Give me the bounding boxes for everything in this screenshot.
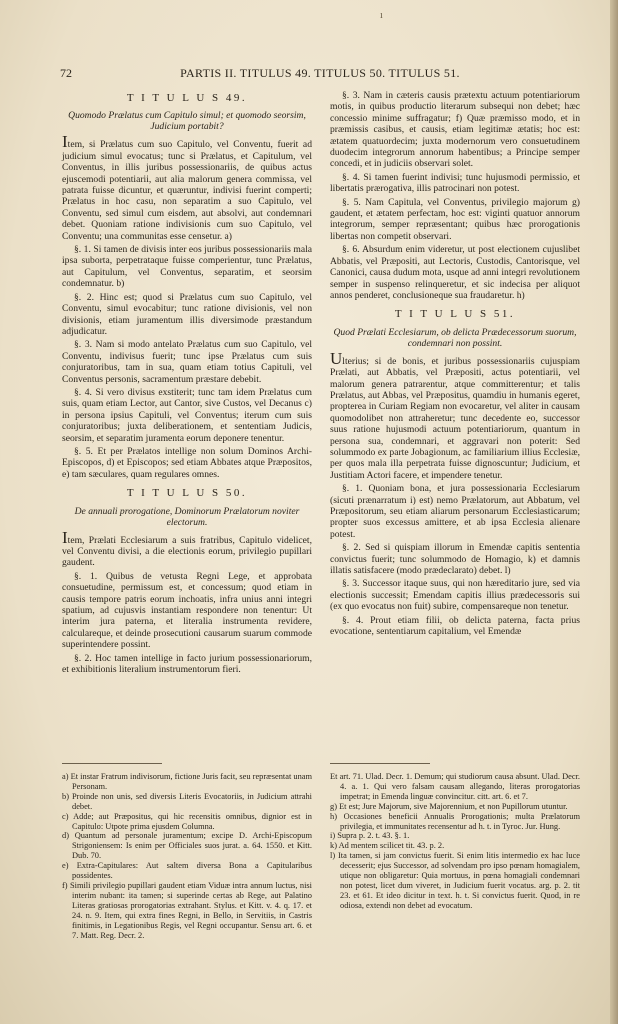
page-edge-shadow (610, 0, 618, 1024)
footnote: e) Extra-Capitulares: Aut saltem diversa Bona a Capitularibus possidentes. (62, 861, 312, 881)
fold-mark: ı (380, 10, 383, 21)
footnote: d) Quantum ad personale juramentum; excipe D. Archi-Episcopum Strigoniensem: Is enim per Officiales suos jurat. a. 64. 1550. et Kitt. Dub. 70. (62, 831, 312, 861)
titulus-49-section-3: §. 3. Nam si modo antelato Prælatus cum suo Capitulo, vel Conventu, indivisus fuerit; tunc ipse Prælatus cum suis conjuratoribus, tam in sua, quam etiam totius Capituli, vel Conventus personis, sacramentum præstare debebit. (62, 339, 312, 385)
titulus-51-subtitle: Quod Prælati Ecclesiarum, ob delicta Prædecessorum suorum, condemnari non possint. (333, 326, 577, 349)
titulus-50-intro (62, 527, 312, 569)
drop-cap: I (62, 527, 68, 547)
titulus-50-section-3: §. 3. Nam in cæteris causis prætextu actuum potentiariorum motis, in quibus productio literarum subsequi non debet; hæc concessio minime suffragatur; f) Quæ præmisso modo, et in præmissis casibus, et causis, etiam legitimæ ætatis; hoc est: ætatem quatuordecim; juxta modernorum vero consuetudinem duodecim integrorum annorum habentibus; a Principe semper concedi, et in judiciis observari solet. (330, 90, 580, 170)
titulus-51-intro (330, 348, 580, 481)
titulus-49-section-2: §. 2. Hinc est; quod si Prælatus cum suo Capitulo, vel Conventu, simul evocabitur; tunc ratione divisionis, vel non divisionis, etiam juramentum illis diversimode præstandum adjudicatur. (62, 291, 312, 337)
titulus-51-section-4: §. 4. Prout etiam filii, ob delicta paterna, facta prius evocatione, sententiarum capitalium, vel Emendæ (330, 614, 580, 638)
drop-cap: U (330, 348, 343, 368)
footnote: g) Et est; Jure Majorum, sive Majorennium, et non Pupillorum utuntur. (330, 801, 568, 811)
titulus-49-section-1: §. 1. Si tamen de divisis inter eos juribus possessionariis mala ipsa suborta, perpetrataque fuisse comperientur, tunc Prælatus, aut Capitulum, vel Conventus, separatim, et seorsim condemnatur. b) (62, 244, 312, 290)
titulus-50-section-1: §. 1. Quibus de vetusta Regni Lege, et approbata consuetudine, permissum est, et concessum; quod etiam in causis tempore patris eorum inchoatis, infra unius anni integri spatium, ad cujusvis instantiam respondere non tenentur: Ut interim jura paterna, et literalia instrumenta revidere, calculareque, et deinde prosecutioni causarum suarum commode superintendere possint. (62, 570, 312, 651)
page-header (60, 66, 580, 80)
titulus-50-subtitle: De annuali prorogatione, Dominorum Prælatorum noviter electorum. (74, 505, 300, 528)
titulus-49-heading: T I T U L U S 49. (126, 92, 248, 104)
titulus-49-subtitle: Quomodo Prælatus cum Capitulo simul; et quomodo seorsim, Judicium portabit? (68, 110, 306, 133)
footnote: l) Ita tamen, si jam convictus fuerit. Si enim litis intermedio ex hac luce decesserit; ejus Successor, ad solvendam pro ipso pœnam homagialem, utique non obligaretur: Quia mortuus, in pœna homagiali condemnari non potest, licet dum viveret, in Judicium fuerit vocatus. arg. p. 2. tit 23. et 61. Et ideo dicitur in text. h. t. Si convictus fuerit. Quod, in re odiosa, extendi non debet ad evocatum. (330, 851, 580, 910)
paragraph-text: tem, si Prælatus cum suo Capitulo, vel Conventu, fuerit ad judicium simul evocatus; tunc si Prælatus, et Capitulum, vel Conventus, in illis juribus possessionariis, de quibus actus ejuscemodi potentiarii, aut alia malorum genera commissa, vel patrata fuisse dicuntur, et quæruntur, indivisi fuerint comperti; Prælatus in hoc casu, non separatim a suo Capitulo, vel Conventu, sed simul cum eisdem, aut absolvi, aut condemnari debet. Quoniam ratione indivisionis cum suo Capitulo, vel Conventu; una communitas esse censetur. a) (62, 139, 312, 242)
titulus-49-intro (62, 132, 312, 242)
titulus-51-heading: T I T U L U S 51. (394, 308, 516, 321)
titulus-51-section-1: §. 1. Quoniam bona, et jura possessionaria Ecclesiarum (sicuti prænarratum i) est) nemo Prælatorum, aut Abbatum, vel Præpositorum, seu etiam aliarum personarum Ecclesiasticarum; propter suos excessus amittere, et ab ipsa Ecclesia alienare potest. (330, 483, 580, 540)
footnote: Et art. 71. Ulad. Decr. 1. Demum; qui studiorum causa absunt. Ulad. Decr. 4. a. 1. Qui vero falsam causam allegando, literas prorogatorias impetrat; in Emenda linguæ convincitur. citt. art. 6. et 7. (330, 772, 580, 801)
drop-cap: I (62, 132, 68, 152)
titulus-51-section-2: §. 2. Sed si quispiam illorum in Emendæ capitis sententia convictus fuerit; tunc solummodo de Homagio, k) et damnis illatis satisfacere (modo prædeclarato) debet. l) (330, 542, 580, 577)
footnotes-left (62, 772, 312, 940)
footnote: a) Et instar Fratrum indivisorum, fictione Juris facit, seu repræsentat unam Personam. (62, 772, 312, 791)
footnote-divider (330, 763, 430, 764)
footnotes-right (330, 772, 580, 911)
running-head: PARTIS II. TITULUS 49. TITULUS 50. TITULUS 51. (180, 66, 460, 80)
paragraph-text: tem, Prælati Ecclesiarum a suis fratribus, Capitulo videlicet, vel Conventu divisi, a die electionis eorum, privilegio pupillari gaudent. (62, 534, 312, 569)
paragraph-text: lterius; si de bonis, et juribus possessionariis cujuspiam Prælati, aut Abbatis, vel Præpositi, actus potentiarii, vel malorum genera patrarentur, atque committerentur; et talis Prælatus, aut Abbas, vel Præpositus, quamdiu in humanis egeret, propterea in Curiam Regiam non evocaretur, vel aliter in causam quomodolibet non attraheretur; tunc decedente eo, successor suus ratione hujusmodi actuum potentiariorum, quantum in persona sua, condemnari, et aggravari non poterit: Sed solummodo ex parte Jobagionum, ac familiarium illius Ecclesiæ, per quos mala illa perpetrata fuisse dignoscuntur; Judicium, et Justitiam Actori facere, et impendere tenetur. (330, 355, 580, 481)
footnote: f) Simili privilegio pupillari gaudent etiam Viduæ intra annum luctus, nisi interim nubant: ita tamen; si superinde certas ab Rege, aut Palatino Literas gratiosas prorogatorias extrahant. Stylus. et Kitt. v. 4. q. 17. et 24. n. 9. Item, qui extra fines Regni, in Bello, in Servitiis, in Castris finitimis, in Legationibus Regis, vel Regni occupantur. Sensu art. 6. et 7. Matt. Reg. Decr. 2. (62, 880, 312, 940)
page-number: 72 (60, 66, 72, 80)
footnote-divider (62, 763, 162, 764)
titulus-50-section-2: §. 2. Hoc tamen intellige in facto jurium possessionariorum, et exhibitionis literalium instrumentorum fieri. (62, 652, 312, 676)
titulus-50-section-4: §. 4. Si tamen fuerint indivisi; tunc hujusmodi permissio, et libertatis prærogativa, illis patrocinari non potest. (330, 171, 580, 195)
footnote: k) Ad mentem scilicet tit. 43. p. 2. (330, 841, 445, 851)
titulus-49-section-5: §. 5. Et per Prælatos intellige non solum Dominos Archi-Episcopos, d) et Episcopos; sed etiam Abbates atque Præpositos, e) tam sæculares, quam regulares omnes. (62, 445, 312, 480)
titulus-50-section-6: §. 6. Absurdum enim videretur, ut post electionem cujuslibet Abbatis, vel Præpositi, aut Lectoris, Custodis, Cantorisque, vel Canonici, causa dudum mota, usque ad anni integri revolutionem semper in suspenso relinqueretur, et sic indecisa per aliquot annos penderet, conclusioneque sua fraudaretur. h) (330, 244, 580, 301)
titulus-49-section-4: §. 4. Si vero divisus exstiterit; tunc tam idem Prælatus cum suis, quam etiam Lector, aut Cantor, sive Custos, vel Decanus c) in persona ipsius Capituli, vel Conventus; iterum cum suis conjuratoribus; juxta deliberationem, et sententiam Judicis, seorsim, et separatim juramenta eorum deponere tenentur. (62, 386, 312, 444)
footnote: c) Adde; aut Præpositus, qui hic recensitis omnibus, dignior est in Capitulo: Utpote prima ejusdem Columna. (62, 811, 312, 831)
titulus-50-heading: T I T U L U S 50. (126, 487, 248, 500)
footnote: i) Supra p. 2. t. 43. §. 1. (330, 831, 410, 841)
footnote: b) Proinde non unis, sed diversis Literis Evocatoriis, in Judicium attrahi debet. (62, 791, 312, 811)
right-column (330, 90, 580, 639)
left-column (62, 90, 312, 677)
footnote: h) Occasiones beneficii Annualis Prorogationis; multa Prælatorum privilegia, et immunitates recensentur ad h. t. in Tyroc. Jur. Hung. (330, 811, 580, 831)
titulus-51-section-3: §. 3. Successor itaque suus, qui non hæreditario jure, sed via electionis successit; Emendam capitis illius prædecessoris sui (ex quo evocatus non fuit) subire, compensareque non tenetur. (330, 578, 580, 613)
titulus-50-section-5: §. 5. Nam Capitula, vel Conventus, privilegio majorum g) gaudent, et ætatem perfectam, hoc est: viginti quatuor annorum integrorum, semper repræsentant; quibus hæc prorogationis libertas non competit observari. (330, 196, 580, 242)
